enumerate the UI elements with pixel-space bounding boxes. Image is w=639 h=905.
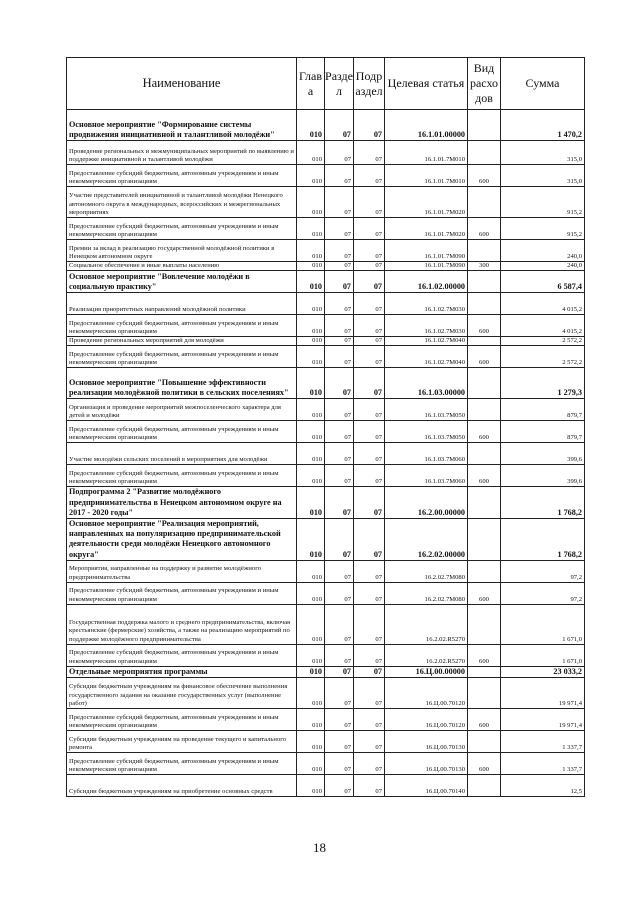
row-vid (468, 678, 501, 709)
row-razdel: 07 (325, 346, 354, 368)
row-tsel: 16.Ц.00.70130 (385, 753, 468, 775)
table-row (67, 240, 585, 262)
row-tsel: 16.1.01.7М090 (385, 240, 468, 262)
row-vid (468, 271, 501, 293)
table-header-row (67, 58, 585, 110)
table-row (67, 678, 585, 709)
row-vid (468, 141, 501, 165)
row-vid (468, 443, 501, 465)
row-razdel: 07 (325, 141, 354, 165)
header-podrazdel: Подр аздел (354, 58, 385, 110)
row-razdel: 07 (325, 604, 354, 644)
row-podrazdel: 07 (354, 604, 385, 644)
row-tsel: 16.1.01.7М020 (385, 187, 468, 218)
row-tsel: 16.1.02.7М040 (385, 346, 468, 368)
row-name: Мероприятия, направленные на поддержку и развитие молодёжного предпринимательства (67, 560, 297, 582)
row-summa: 1 279,3 (501, 368, 585, 399)
row-tsel: 16.1.01.7М010 (385, 165, 468, 187)
row-name: Проведение региональных и межмуниципальных мероприятий по выявлению и поддержке инициативной и талантливой молодёжи (67, 141, 297, 165)
table-row (67, 731, 585, 753)
row-summa: 2 572,2 (501, 337, 585, 346)
row-name: Предоставление субсидий бюджетным, автономным учреждениям и иным некоммерческим организациям (67, 346, 297, 368)
row-summa: 240,0 (501, 240, 585, 262)
row-tsel: 16.Ц.00.70140 (385, 775, 468, 797)
row-tsel: 16.2.00.00000 (385, 487, 468, 519)
row-tsel: 16.2.02.R5270 (385, 604, 468, 644)
table-row (67, 519, 585, 561)
row-summa: 19 971,4 (501, 678, 585, 709)
row-tsel: 16.2.02.00000 (385, 519, 468, 561)
row-name: Государственная поддержка малого и среднего предпринимательства, включая крестьянские (фермерские) хозяйства, а также на реализацию мероприятий по поддержке молодёжного предпринимательства (67, 604, 297, 644)
row-name: Субсидии бюджетным учреждениям на проведение текущего и капитального ремонта (67, 731, 297, 753)
row-name: Предоставление субсидий бюджетным, автономным учреждениям и иным некоммерческим организациям (67, 218, 297, 240)
row-glava: 010 (297, 644, 325, 666)
row-podrazdel: 07 (354, 141, 385, 165)
row-glava: 010 (297, 709, 325, 731)
table-row (67, 487, 585, 519)
row-razdel: 07 (325, 337, 354, 346)
row-tsel: 16.1.03.7М050 (385, 399, 468, 421)
row-name: Основное мероприятие "Вовлечение молодёжи в социальную практику" (67, 271, 297, 293)
row-name: Субсидии бюджетным учреждениям на приобретение основных средств (67, 775, 297, 797)
row-razdel: 07 (325, 421, 354, 443)
table-row (67, 337, 585, 346)
row-name: Основное мероприятие "Повышение эффективности реализации молодёжной политики в сельских поселениях" (67, 368, 297, 399)
table-row (67, 187, 585, 218)
row-podrazdel: 07 (354, 487, 385, 519)
table-row (67, 346, 585, 368)
table-row (67, 165, 585, 187)
row-name: Участие представителей инициативной и талантливой молодёжи Ненецкого автономного округа в международных, всероссийских и межрегиональных мероприятиях (67, 187, 297, 218)
row-glava: 010 (297, 262, 325, 271)
row-vid: 600 (468, 315, 501, 337)
row-summa: 97,2 (501, 582, 585, 604)
row-vid: 600 (468, 165, 501, 187)
row-glava: 010 (297, 315, 325, 337)
row-summa: 1 337,7 (501, 753, 585, 775)
row-summa: 19 971,4 (501, 709, 585, 731)
row-tsel: 16.Ц.00.70130 (385, 731, 468, 753)
row-glava: 010 (297, 368, 325, 399)
row-podrazdel: 07 (354, 519, 385, 561)
row-razdel: 07 (325, 678, 354, 709)
row-razdel: 07 (325, 519, 354, 561)
table-row (67, 465, 585, 487)
row-summa: 97,2 (501, 560, 585, 582)
row-glava: 010 (297, 271, 325, 293)
row-summa: 879,7 (501, 399, 585, 421)
row-podrazdel: 07 (354, 337, 385, 346)
table-row (67, 399, 585, 421)
row-name: Предоставление субсидий бюджетным, автономным учреждениям и иным некоммерческим организациям (67, 165, 297, 187)
row-podrazdel: 07 (354, 165, 385, 187)
row-summa: 1 671,0 (501, 604, 585, 644)
row-podrazdel: 07 (354, 368, 385, 399)
row-vid: 600 (468, 709, 501, 731)
row-razdel: 07 (325, 368, 354, 399)
table-row (67, 421, 585, 443)
row-name: Подпрограмма 2 "Развитие молодёжного предпринимательства в Ненецком автономном округе на 2017 - 2020 годы" (67, 487, 297, 519)
budget-table (66, 57, 585, 797)
row-glava: 010 (297, 421, 325, 443)
row-glava: 010 (297, 187, 325, 218)
table-body (67, 110, 585, 797)
row-razdel: 07 (325, 293, 354, 315)
row-name: Субсидии бюджетным учреждениям на финансовое обеспечение выполнения государственного задания на оказание государственных услуг (выполнение работ) (67, 678, 297, 709)
row-vid: 600 (468, 644, 501, 666)
row-tsel: 16.1.03.7М050 (385, 421, 468, 443)
row-razdel: 07 (325, 218, 354, 240)
row-tsel: 16.1.01.7М090 (385, 262, 468, 271)
row-name: Предоставление субсидий бюджетным, автономным учреждениям и иным некоммерческим организациям (67, 709, 297, 731)
table-row (67, 443, 585, 465)
row-tsel: 16.Ц.00.00000 (385, 666, 468, 677)
row-razdel: 07 (325, 487, 354, 519)
row-podrazdel: 07 (354, 187, 385, 218)
row-name: Предоставление субсидий бюджетным, автономным учреждениям и иным некоммерческим организациям (67, 315, 297, 337)
row-podrazdel: 07 (354, 443, 385, 465)
row-name: Социальное обеспечение и иные выплаты населению (67, 262, 297, 271)
row-podrazdel: 07 (354, 240, 385, 262)
row-glava: 010 (297, 519, 325, 561)
row-vid (468, 519, 501, 561)
row-tsel: 16.1.02.7М040 (385, 337, 468, 346)
row-glava: 010 (297, 218, 325, 240)
row-vid (468, 560, 501, 582)
row-summa: 315,0 (501, 165, 585, 187)
row-name: Основное мероприятие "Реализация мероприятий, направленных на популяризацию предпринимательской деятельности среди молодёжи Ненецкого автономного округа" (67, 519, 297, 561)
row-tsel: 16.1.01.00000 (385, 110, 468, 141)
row-vid (468, 775, 501, 797)
table-row (67, 753, 585, 775)
table-row (67, 709, 585, 731)
row-name: Предоставление субсидий бюджетным, автономным учреждениям и иным некоммерческим организациям (67, 753, 297, 775)
row-name: Премии за вклад в реализацию государственной молодёжной политики в Ненецком автономном округе (67, 240, 297, 262)
row-tsel: 16.2.02.7М080 (385, 582, 468, 604)
row-summa: 6 587,4 (501, 271, 585, 293)
table-row (67, 644, 585, 666)
row-name: Основное мероприятие "Формирование системы продвижения инициативной и талантливой молодёжи" (67, 110, 297, 141)
row-vid (468, 368, 501, 399)
row-tsel: 16.1.02.7М030 (385, 293, 468, 315)
row-razdel: 07 (325, 753, 354, 775)
row-podrazdel: 07 (354, 110, 385, 141)
row-razdel: 07 (325, 187, 354, 218)
row-vid: 600 (468, 582, 501, 604)
row-tsel: 16.1.02.7М030 (385, 315, 468, 337)
row-summa: 2 572,2 (501, 346, 585, 368)
row-summa: 879,7 (501, 421, 585, 443)
row-vid: 600 (468, 465, 501, 487)
row-vid (468, 666, 501, 677)
row-summa: 399,6 (501, 465, 585, 487)
row-summa: 1 768,2 (501, 487, 585, 519)
row-podrazdel: 07 (354, 644, 385, 666)
row-name: Реализация приоритетных направлений молодёжной политики (67, 293, 297, 315)
table-row (67, 582, 585, 604)
row-name: Предоставление субсидий бюджетным, автономным учреждениям и иным некоммерческим организациям (67, 582, 297, 604)
row-tsel: 16.1.03.7М060 (385, 465, 468, 487)
row-glava: 010 (297, 443, 325, 465)
row-podrazdel: 07 (354, 560, 385, 582)
row-razdel: 07 (325, 666, 354, 677)
row-vid (468, 293, 501, 315)
row-summa: 4 015,2 (501, 315, 585, 337)
row-tsel: 16.1.01.7М010 (385, 141, 468, 165)
table-row (67, 262, 585, 271)
table-row (67, 666, 585, 677)
row-razdel: 07 (325, 165, 354, 187)
row-name: Предоставление субсидий бюджетным, автономным учреждениям и иным некоммерческим организациям (67, 465, 297, 487)
row-summa: 1 768,2 (501, 519, 585, 561)
row-glava: 010 (297, 399, 325, 421)
row-podrazdel: 07 (354, 582, 385, 604)
header-tsel: Целевая статья (385, 58, 468, 110)
row-glava: 010 (297, 604, 325, 644)
row-name: Проведение региональных мероприятий для молодёжи (67, 337, 297, 346)
row-podrazdel: 07 (354, 271, 385, 293)
row-glava: 010 (297, 753, 325, 775)
row-podrazdel: 07 (354, 218, 385, 240)
row-summa: 23 033,2 (501, 666, 585, 677)
header-summa: Сумма (501, 58, 585, 110)
row-glava: 010 (297, 678, 325, 709)
row-summa: 915,2 (501, 187, 585, 218)
row-summa: 1 470,2 (501, 110, 585, 141)
row-tsel: 16.1.03.7М060 (385, 443, 468, 465)
row-podrazdel: 07 (354, 293, 385, 315)
row-podrazdel: 07 (354, 399, 385, 421)
row-razdel: 07 (325, 399, 354, 421)
row-podrazdel: 07 (354, 465, 385, 487)
table-row (67, 560, 585, 582)
row-vid: 600 (468, 753, 501, 775)
table-row (67, 775, 585, 797)
row-glava: 010 (297, 346, 325, 368)
row-vid: 600 (468, 218, 501, 240)
row-razdel: 07 (325, 775, 354, 797)
row-vid (468, 337, 501, 346)
header-name: Наименование (67, 58, 297, 110)
row-name: Организация и проведение мероприятий межпоселенческого характера для детей и молодёжи (67, 399, 297, 421)
row-glava: 010 (297, 141, 325, 165)
row-name: Отдельные мероприятия программы (67, 666, 297, 677)
row-razdel: 07 (325, 465, 354, 487)
row-tsel: 16.2.02.R5270 (385, 644, 468, 666)
row-razdel: 07 (325, 582, 354, 604)
row-tsel: 16.Ц.00.70120 (385, 678, 468, 709)
row-glava: 010 (297, 560, 325, 582)
row-glava: 010 (297, 582, 325, 604)
row-podrazdel: 07 (354, 421, 385, 443)
row-glava: 010 (297, 731, 325, 753)
row-vid (468, 240, 501, 262)
row-razdel: 07 (325, 443, 354, 465)
row-summa: 240,0 (501, 262, 585, 271)
row-tsel: 16.1.03.00000 (385, 368, 468, 399)
row-name: Предоставление субсидий бюджетным, автономным учреждениям и иным некоммерческим организациям (67, 644, 297, 666)
row-podrazdel: 07 (354, 709, 385, 731)
header-vid: Вид расхо дов (468, 58, 501, 110)
row-vid (468, 731, 501, 753)
row-razdel: 07 (325, 315, 354, 337)
row-razdel: 07 (325, 560, 354, 582)
row-summa: 12,5 (501, 775, 585, 797)
row-tsel: 16.1.02.00000 (385, 271, 468, 293)
row-name: Предоставление субсидий бюджетным, автономным учреждениям и иным некоммерческим организациям (67, 421, 297, 443)
row-razdel: 07 (325, 110, 354, 141)
row-name: Участие молодёжи сельских поселений в мероприятиях для молодёжи (67, 443, 297, 465)
row-summa: 399,6 (501, 443, 585, 465)
table-row (67, 315, 585, 337)
row-summa: 1 337,7 (501, 731, 585, 753)
row-summa: 1 671,0 (501, 644, 585, 666)
table-row (67, 218, 585, 240)
row-vid (468, 399, 501, 421)
header-razdel: Разде л (325, 58, 354, 110)
row-podrazdel: 07 (354, 315, 385, 337)
row-podrazdel: 07 (354, 346, 385, 368)
row-podrazdel: 07 (354, 262, 385, 271)
row-glava: 010 (297, 666, 325, 677)
row-glava: 010 (297, 240, 325, 262)
row-vid: 600 (468, 346, 501, 368)
row-glava: 010 (297, 165, 325, 187)
table-row (67, 293, 585, 315)
row-glava: 010 (297, 487, 325, 519)
row-razdel: 07 (325, 644, 354, 666)
row-vid (468, 604, 501, 644)
table-row (67, 368, 585, 399)
row-tsel: 16.Ц.00.70120 (385, 709, 468, 731)
row-razdel: 07 (325, 240, 354, 262)
row-razdel: 07 (325, 271, 354, 293)
table-row (67, 604, 585, 644)
row-podrazdel: 07 (354, 731, 385, 753)
row-vid (468, 110, 501, 141)
row-summa: 915,2 (501, 218, 585, 240)
row-glava: 010 (297, 110, 325, 141)
header-glava: Глав а (297, 58, 325, 110)
row-podrazdel: 07 (354, 775, 385, 797)
row-vid (468, 487, 501, 519)
row-summa: 315,0 (501, 141, 585, 165)
row-razdel: 07 (325, 709, 354, 731)
row-tsel: 16.1.01.7М020 (385, 218, 468, 240)
row-podrazdel: 07 (354, 753, 385, 775)
row-glava: 010 (297, 775, 325, 797)
row-summa: 4 015,2 (501, 293, 585, 315)
row-glava: 010 (297, 293, 325, 315)
row-podrazdel: 07 (354, 678, 385, 709)
row-razdel: 07 (325, 731, 354, 753)
row-vid (468, 187, 501, 218)
page-number: 18 (313, 840, 326, 855)
row-razdel: 07 (325, 262, 354, 271)
table-row (67, 271, 585, 293)
row-podrazdel: 07 (354, 666, 385, 677)
row-tsel: 16.2.02.7М080 (385, 560, 468, 582)
table-row (67, 110, 585, 141)
row-glava: 010 (297, 465, 325, 487)
row-vid: 600 (468, 421, 501, 443)
row-vid: 300 (468, 262, 501, 271)
row-glava: 010 (297, 337, 325, 346)
table-row (67, 141, 585, 165)
